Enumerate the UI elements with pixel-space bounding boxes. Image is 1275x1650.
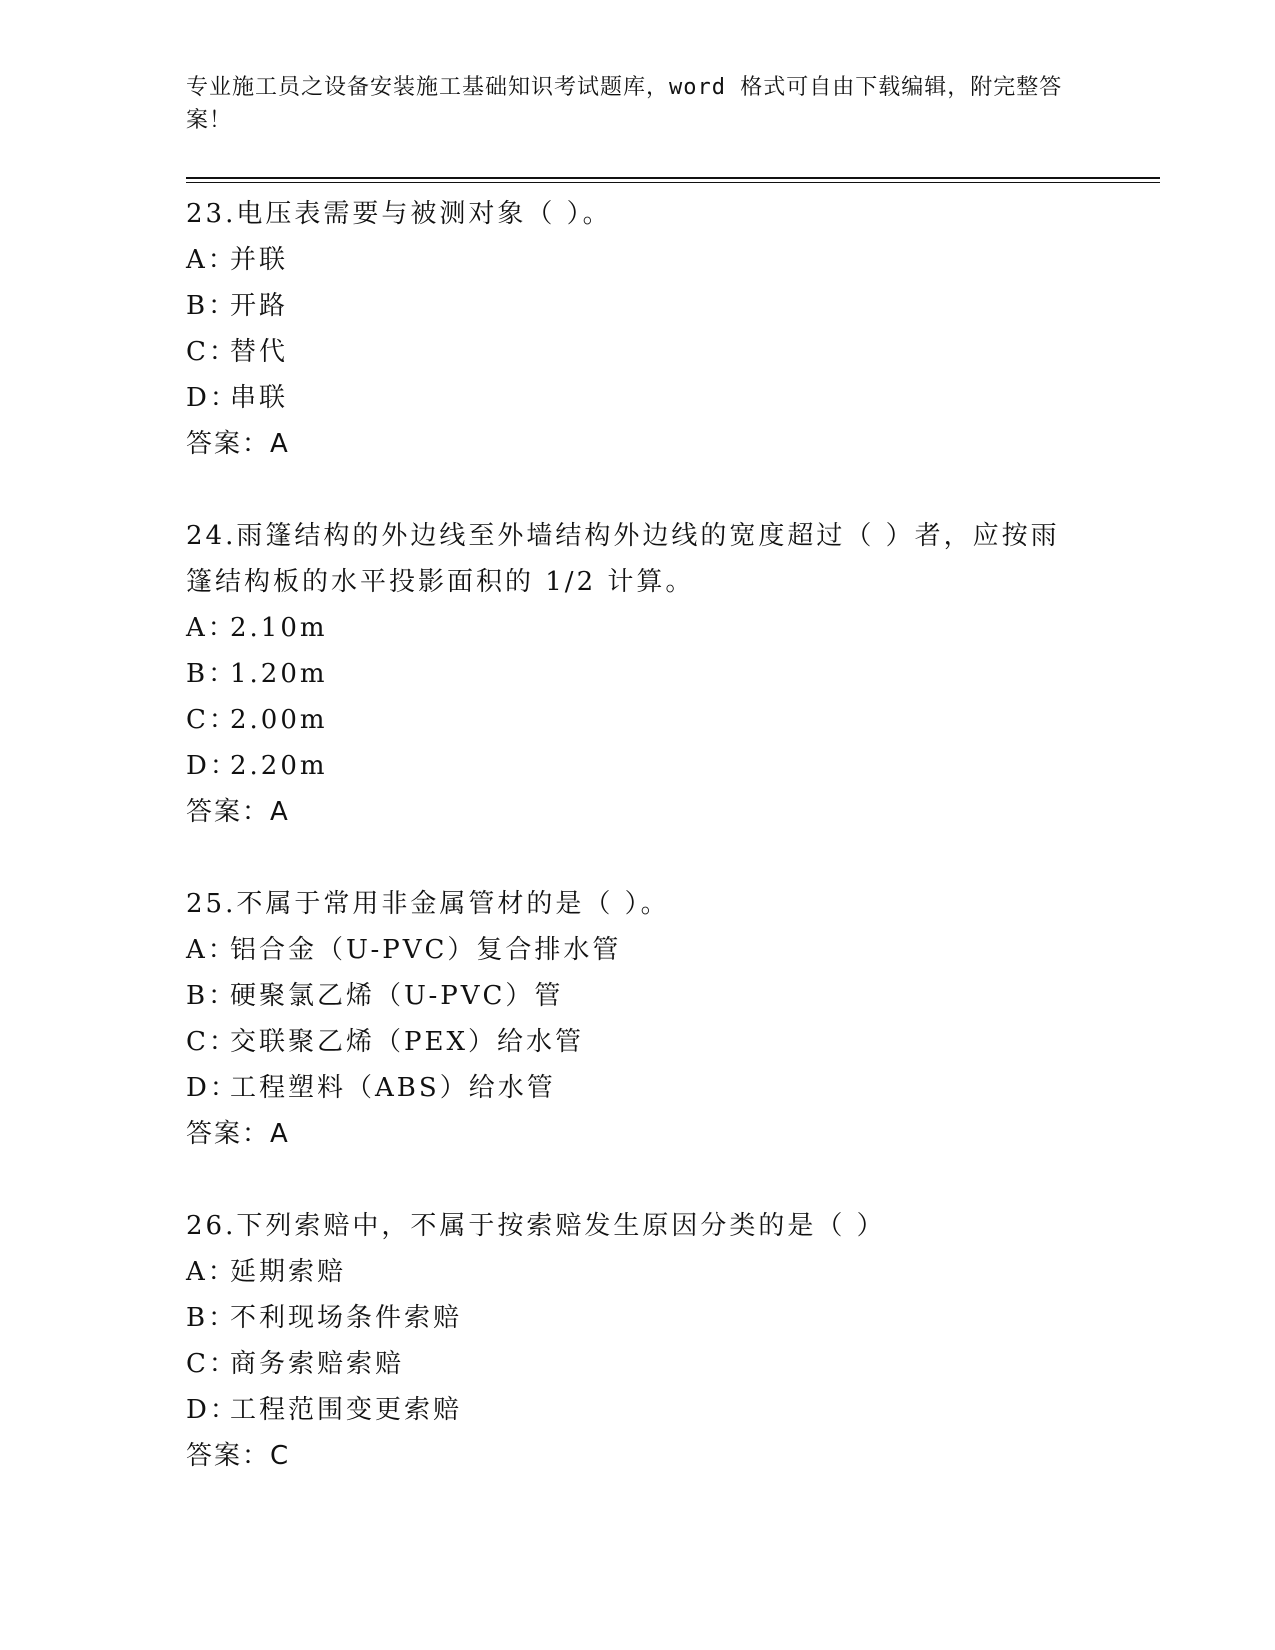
option-key: C： xyxy=(186,1349,238,1379)
option-text: 并联 xyxy=(230,245,289,275)
option-a xyxy=(186,1249,1086,1295)
answer-line: 答案：C xyxy=(186,1441,291,1471)
option-key: D： xyxy=(186,1395,239,1425)
question-stem: 26.下列索赔中，不属于按索赔发生原因分类的是（ ） xyxy=(186,1211,886,1241)
question-list xyxy=(186,191,1086,1525)
question-26 xyxy=(186,1203,1086,1479)
option-c xyxy=(186,329,1086,375)
option-d xyxy=(186,1065,1086,1111)
answer-line: 答案：A xyxy=(186,797,290,827)
option-key: D： xyxy=(186,751,239,781)
option-text: 2.10m xyxy=(230,613,328,643)
option-text: 硬聚氯乙烯（U-PVC）管 xyxy=(230,981,564,1011)
answer-line: 答案：A xyxy=(186,1119,290,1149)
option-key: B： xyxy=(186,981,238,1011)
option-b xyxy=(186,1295,1086,1341)
option-key: B： xyxy=(186,1303,238,1333)
option-key: C： xyxy=(186,705,238,735)
option-text: 商务索赔索赔 xyxy=(230,1349,405,1379)
option-key: B： xyxy=(186,291,238,321)
option-a xyxy=(186,927,1086,973)
option-text: 延期索赔 xyxy=(230,1257,347,1287)
option-b xyxy=(186,651,1086,697)
option-key: A： xyxy=(186,245,237,275)
question-stem: 24.雨篷结构的外边线至外墙结构外边线的宽度超过（ ）者，应按雨篷结构板的水平投影面积的 1/2 计算。 xyxy=(186,521,1060,597)
option-c xyxy=(186,1341,1086,1387)
question-25 xyxy=(186,881,1086,1157)
option-text: 不利现场条件索赔 xyxy=(230,1303,463,1333)
option-key: D： xyxy=(186,1073,239,1103)
option-text: 铝合金（U-PVC）复合排水管 xyxy=(230,935,622,965)
option-text: 2.00m xyxy=(230,705,328,735)
option-key: A： xyxy=(186,613,237,643)
question-stem: 25.不属于常用非金属管材的是（ ）。 xyxy=(186,889,670,919)
option-d xyxy=(186,375,1086,421)
option-text: 工程塑料（ABS）给水管 xyxy=(230,1073,556,1103)
option-key: B： xyxy=(186,659,238,689)
header-divider-thick xyxy=(186,177,1160,179)
option-text: 1.20m xyxy=(230,659,328,689)
option-key: C： xyxy=(186,1027,238,1057)
option-a xyxy=(186,605,1086,651)
option-c xyxy=(186,1019,1086,1065)
option-text: 2.20m xyxy=(230,751,328,781)
option-key: A： xyxy=(186,935,237,965)
option-text: 串联 xyxy=(230,383,289,413)
document-header: 专业施工员之设备安装施工基础知识考试题库，word 格式可自由下载编辑，附完整答案！ xyxy=(186,75,1063,133)
answer-line: 答案：A xyxy=(186,429,290,459)
option-b xyxy=(186,283,1086,329)
option-b xyxy=(186,973,1086,1019)
option-d xyxy=(186,1387,1086,1433)
option-text: 交联聚乙烯（PEX）给水管 xyxy=(230,1027,584,1057)
question-24 xyxy=(186,513,1086,835)
header-divider-thin xyxy=(186,182,1160,183)
option-text: 替代 xyxy=(230,337,289,367)
option-c xyxy=(186,697,1086,743)
question-stem: 23.电压表需要与被测对象（ ）。 xyxy=(186,199,612,229)
option-key: D： xyxy=(186,383,239,413)
question-23 xyxy=(186,191,1086,467)
option-a xyxy=(186,237,1086,283)
option-text: 工程范围变更索赔 xyxy=(230,1395,463,1425)
option-key: A： xyxy=(186,1257,237,1287)
option-key: C： xyxy=(186,337,238,367)
option-text: 开路 xyxy=(230,291,289,321)
option-d xyxy=(186,743,1086,789)
